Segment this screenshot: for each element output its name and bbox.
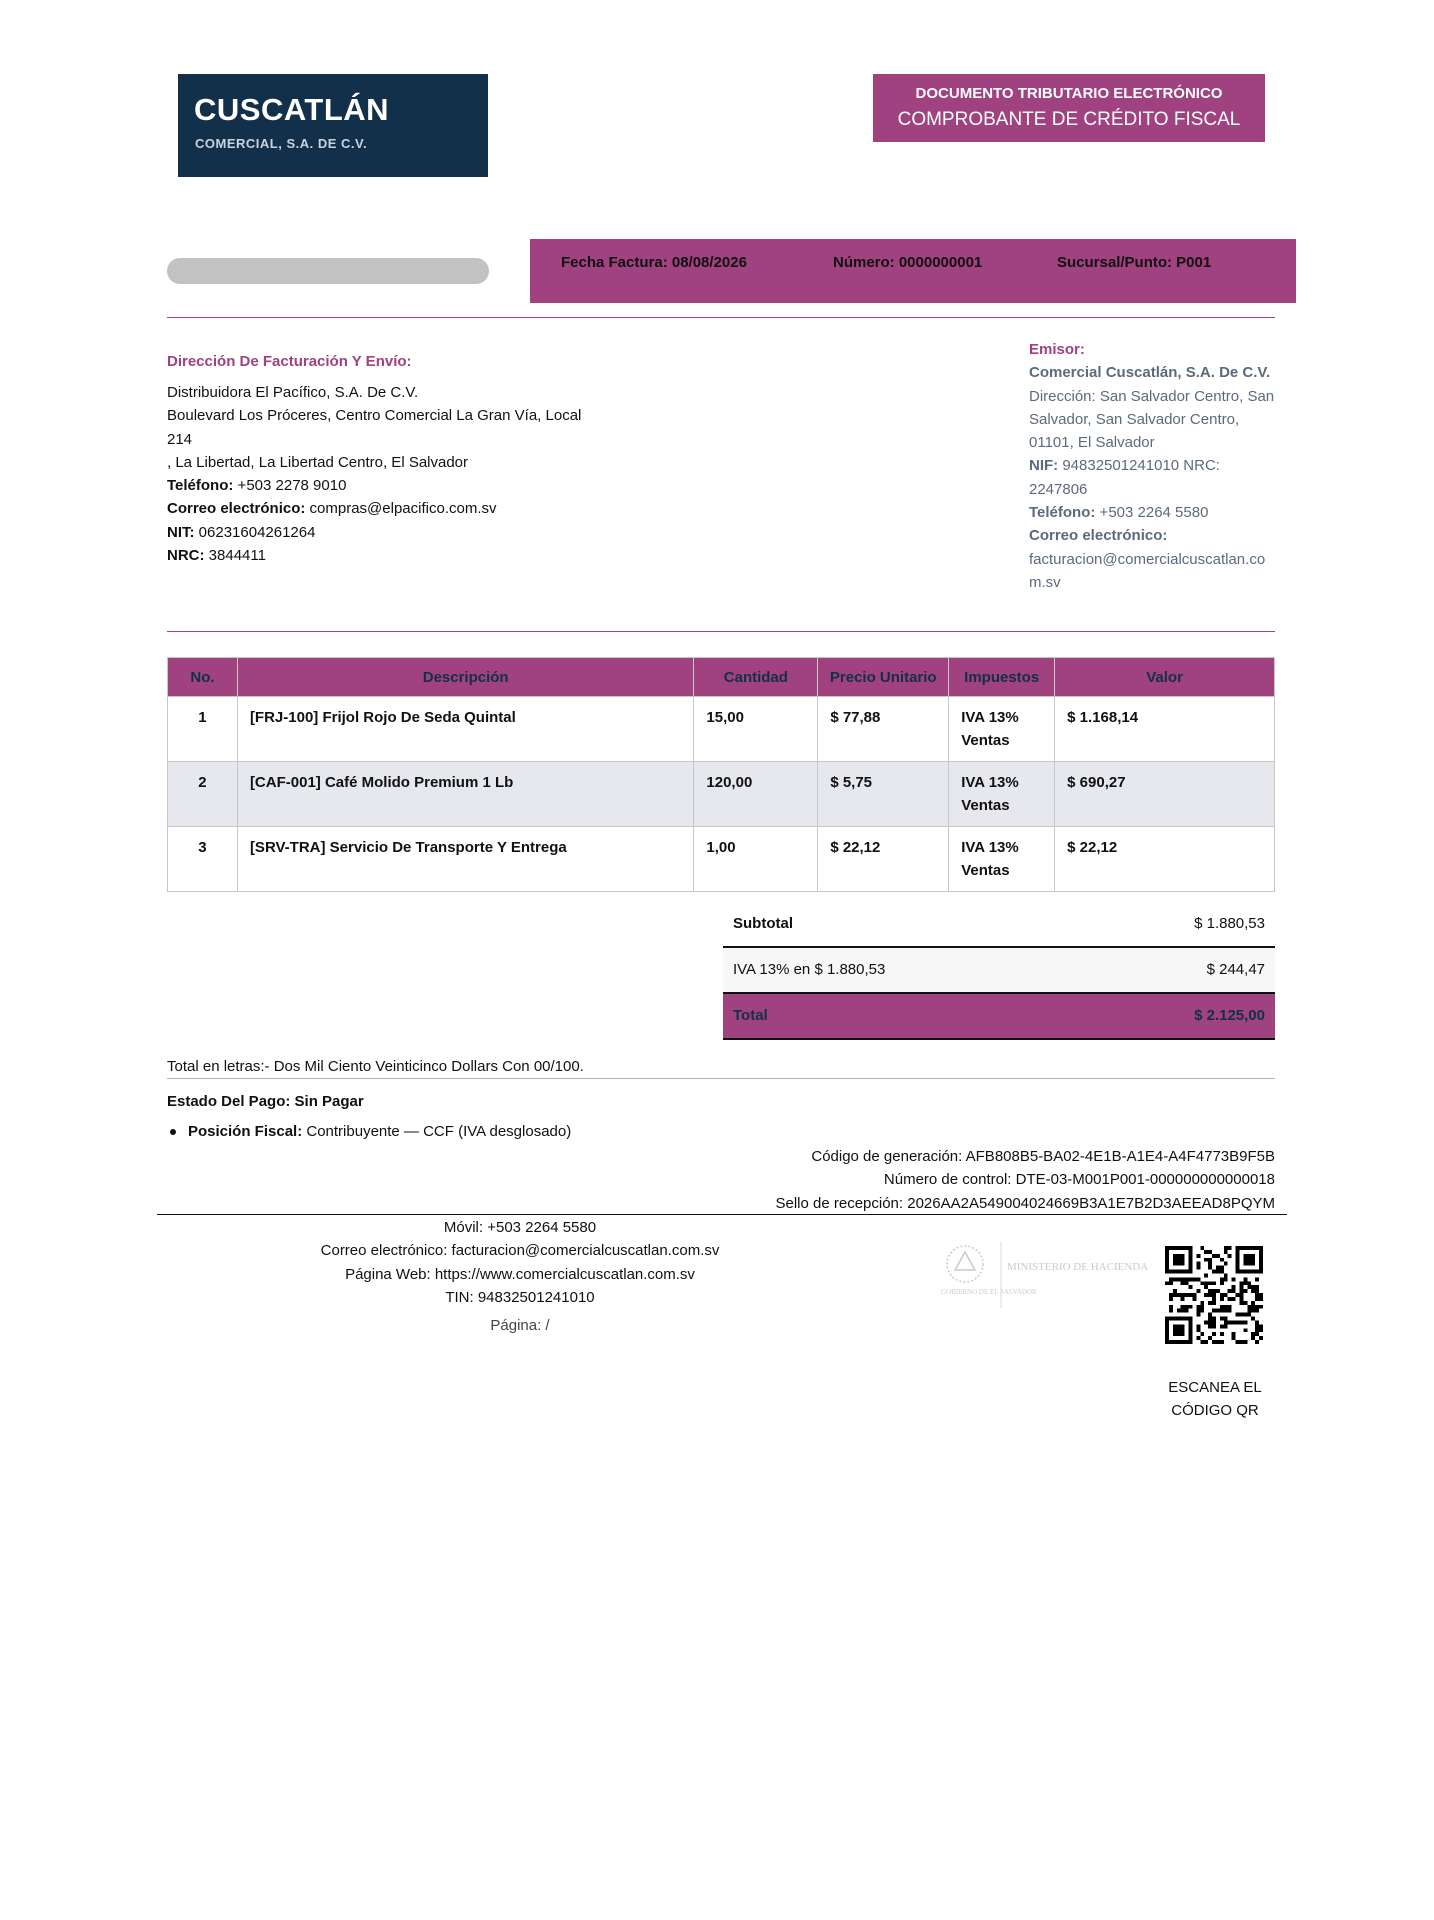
seal-text-right: MINISTERIO DE HACIENDA (1007, 1261, 1149, 1273)
cell-quantity: 15,00 (694, 697, 818, 762)
qr-code (1165, 1246, 1263, 1344)
col-header-value: Valor (1055, 658, 1275, 697)
cell-quantity: 120,00 (694, 762, 818, 827)
invoice-date: Fecha Factura: 08/08/2026 (561, 254, 747, 271)
total-in-words: Total en letras:- Dos Mil Ciento Veinticinco Dollars Con 00/100. (167, 1058, 584, 1075)
document-type-line1: DOCUMENTO TRIBUTARIO ELECTRÓNICO (915, 85, 1223, 102)
reception-seal: Sello de recepción: 2026AA2A549004024669B3A1E7B2D3AEEAD8PQYM (775, 1194, 1275, 1212)
document-type-box (873, 74, 1265, 142)
cell-taxes: IVA 13% Ventas (949, 827, 1055, 892)
customer-phone: Teléfono: +503 2278 9010 (167, 477, 347, 495)
items-table (167, 657, 1275, 892)
col-header-quantity: Cantidad (694, 658, 818, 697)
qr-label: ESCANEA EL CÓDIGO QR (1168, 1379, 1262, 1420)
table-row (168, 697, 1275, 762)
issuer-email: facturacion@comercialcuscatlan.com.sv (1029, 550, 1266, 591)
customer-nrc: NRC: 3844411 (167, 547, 266, 565)
cell-taxes: IVA 13% Ventas (949, 697, 1055, 762)
issuer-info (1029, 338, 1277, 594)
cell-value: $ 1.168,14 (1055, 697, 1275, 762)
cell-unit-price: $ 22,12 (818, 827, 949, 892)
payment-status: Estado Del Pago: Sin Pagar (167, 1093, 364, 1110)
bullet-icon (170, 1129, 176, 1135)
customer-address-line2: 214 (167, 430, 193, 448)
customer-address-line3: , La Libertad, La Libertad Centro, El Salvador (167, 453, 469, 471)
cell-value: $ 22,12 (1055, 827, 1275, 892)
cell-unit-price: $ 77,88 (818, 697, 949, 762)
col-header-description: Descripción (237, 658, 693, 697)
issuer-email-label: Correo electrónico: (1029, 527, 1168, 545)
subtotal-label: Subtotal (733, 915, 793, 932)
footer-email: Correo electrónico: facturacion@comercialcuscatlan.com.sv (320, 1242, 720, 1260)
footer-tin: TIN: 94832501241010 (445, 1288, 595, 1306)
iva-row (723, 948, 1275, 994)
customer-address-line1: Boulevard Los Próceres, Centro Comercial La Gran Vía, Local (167, 407, 582, 425)
divider (167, 1078, 1275, 1079)
dte-codes (775, 1145, 1275, 1215)
table-header-row (168, 658, 1275, 697)
col-header-no: No. (168, 658, 238, 697)
fiscal-position (170, 1123, 571, 1140)
issuer-address: Dirección: San Salvador Centro, San Salvador, San Salvador Centro, 01101, El Salvador (1029, 387, 1275, 452)
iva-value: $ 244,47 (1206, 961, 1265, 978)
invoice-info-bar (530, 239, 1296, 303)
subtotal-value: $ 1.880,53 (1194, 915, 1265, 932)
invoice-branch: Sucursal/Punto: P001 (1057, 254, 1212, 271)
cell-no: 3 (168, 827, 238, 892)
total-label: Total (733, 1007, 768, 1024)
footer-mobile: Móvil: +503 2264 5580 (443, 1219, 597, 1236)
issuer-name: Comercial Cuscatlán, S.A. De C.V. (1029, 364, 1271, 382)
billing-title: Dirección De Facturación Y Envío: (167, 353, 412, 370)
divider (167, 317, 1275, 318)
logo-subtitle: COMERCIAL, S.A. DE C.V. (195, 136, 368, 151)
issuer-phone: Teléfono: +503 2264 5580 (1029, 504, 1209, 522)
cell-description: [SRV-TRA] Servicio De Transporte Y Entrega (237, 827, 693, 892)
total-value: $ 2.125,00 (1194, 1007, 1265, 1024)
fiscal-position-value: Contribuyente — CCF (IVA desglosado) (302, 1123, 572, 1140)
customer-nit: NIT: 06231604261264 (167, 523, 316, 541)
col-header-taxes: Impuestos (949, 658, 1055, 697)
hacienda-seal-logo (937, 1238, 1149, 1312)
seal-icon (937, 1238, 1149, 1312)
cell-unit-price: $ 5,75 (818, 762, 949, 827)
iva-label: IVA 13% en $ 1.880,53 (733, 961, 886, 978)
document-type-line2: COMPROBANTE DE CRÉDITO FISCAL (897, 109, 1241, 130)
company-logo (178, 74, 488, 177)
issuer-nif: NIF: 94832501241010 NRC: 2247806 (1029, 457, 1220, 498)
billing-address (167, 381, 627, 567)
divider (157, 1214, 1287, 1215)
table-row (168, 827, 1275, 892)
cell-description: [FRJ-100] Frijol Rojo De Seda Quintal (237, 697, 693, 762)
cell-quantity: 1,00 (694, 827, 818, 892)
cell-no: 2 (168, 762, 238, 827)
cell-description: [CAF-001] Café Molido Premium 1 Lb (237, 762, 693, 827)
control-number: Número de control: DTE-03-M001P001-000000000000018 (883, 1171, 1275, 1189)
table-row (168, 762, 1275, 827)
page-number: Página: / (490, 1317, 550, 1334)
totals-box (723, 902, 1275, 1040)
redacted-placeholder (167, 258, 489, 284)
issuer-title: Emisor: (1029, 341, 1085, 358)
footer-contact (300, 1216, 740, 1309)
total-row (723, 994, 1275, 1040)
invoice-number: Número: 0000000001 (833, 254, 983, 271)
logo-title: CUSCATLÁN (194, 92, 390, 127)
subtotal-row (723, 902, 1275, 948)
cell-no: 1 (168, 697, 238, 762)
col-header-unit-price: Precio Unitario (818, 658, 949, 697)
seal-text-left: GOBIERNO DE EL SALVADOR (941, 1288, 1037, 1296)
customer-email: Correo electrónico: compras@elpacifico.com.sv (167, 500, 497, 518)
generation-code: Código de generación: AFB808B5-BA02-4E1B-A1E4-A4F4773B9F5B (811, 1148, 1275, 1165)
customer-name: Distribuidora El Pacífico, S.A. De C.V. (167, 384, 419, 401)
divider (167, 631, 1275, 632)
qr-code-icon (1165, 1246, 1263, 1344)
fiscal-position-label: Posición Fiscal: (188, 1123, 303, 1140)
cell-value: $ 690,27 (1055, 762, 1275, 827)
footer-website: Página Web: https://www.comercialcuscatlan.com.sv (345, 1265, 695, 1283)
cell-taxes: IVA 13% Ventas (949, 762, 1055, 827)
